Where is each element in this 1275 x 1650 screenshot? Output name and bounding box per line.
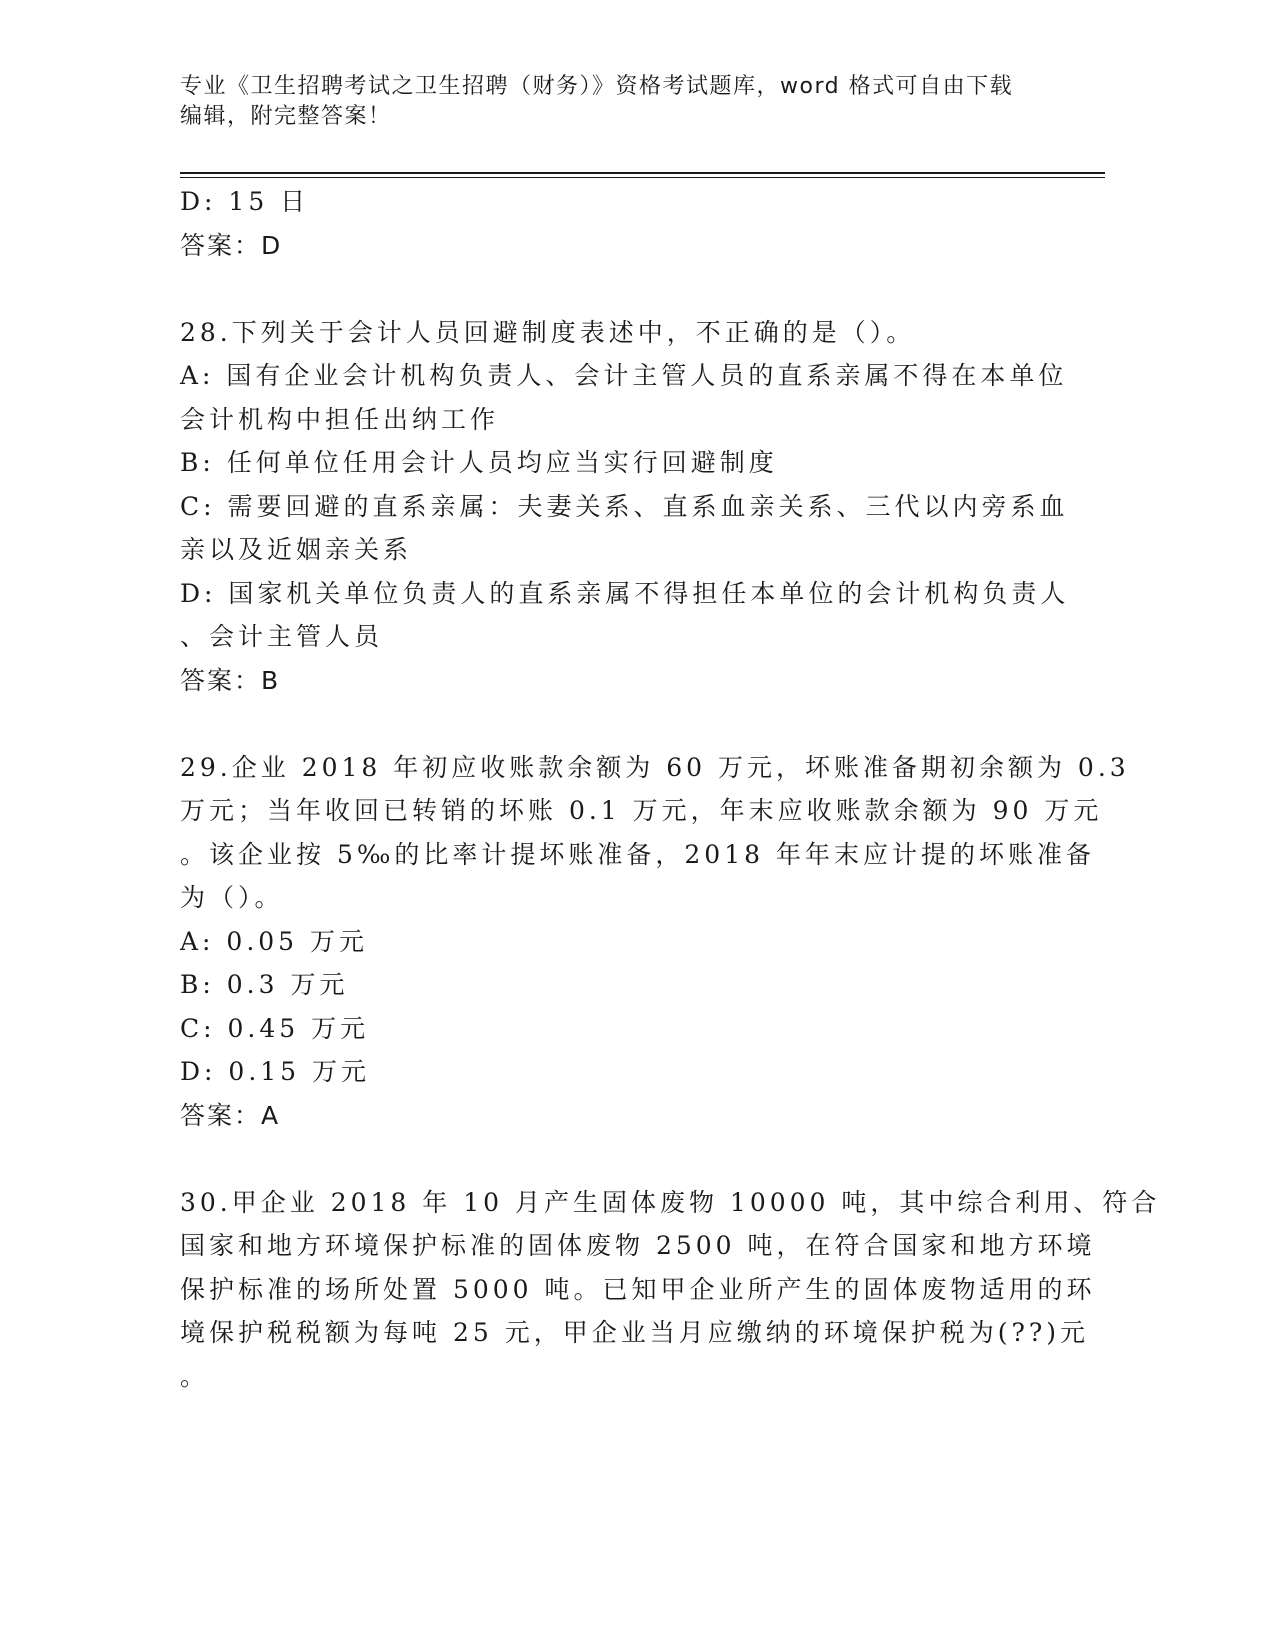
question-30 bbox=[180, 1181, 1161, 1399]
q28-option-a-line-2: 会计机构中担任出纳工作 bbox=[180, 404, 500, 434]
q28-option-c-line-2: 亲以及近姻亲关系 bbox=[180, 535, 413, 564]
document-header bbox=[180, 72, 1040, 132]
document-body bbox=[180, 180, 1161, 1398]
q29-stem-line-3: 。该企业按 5‰的比率计提坏账准备，2018 年年末应计提的坏账准备 bbox=[180, 839, 1095, 869]
q29-stem-line-1: 29.企业 2018 年初应收账款余额为 60 万元，坏账准备期初余额为 0.3 bbox=[180, 752, 1130, 782]
q30-stem-line-3: 保护标准的场所处置 5000 吨。已知甲企业所产生的固体废物适用的环 bbox=[180, 1274, 1096, 1304]
q28-answer: 答案：B bbox=[180, 665, 281, 695]
spacer bbox=[180, 267, 1030, 311]
q28-stem: 28.下列关于会计人员回避制度表述中，不正确的是（）。 bbox=[180, 317, 916, 347]
spacer bbox=[180, 702, 1030, 746]
spacer bbox=[180, 1137, 1030, 1181]
header-line-1: 专业《卫生招聘考试之卫生招聘（财务）》资格考试题库，word 格式可自由下载 bbox=[180, 74, 1014, 99]
q29-option-c: C: 0.45 万元 bbox=[180, 1013, 370, 1043]
q28-option-d-line-2: 、会计主管人员 bbox=[180, 622, 384, 651]
question-28 bbox=[180, 311, 1070, 703]
q29-option-a: A: 0.05 万元 bbox=[180, 926, 369, 956]
q28-option-d-line-1: D: 国家机关单位负责人的直系亲属不得担任本单位的会计机构负责人 bbox=[180, 578, 1070, 608]
q27-option-d: D: 15 日 bbox=[180, 187, 310, 216]
q30-stem-line-4: 境保护税税额为每吨 25 元，甲企业当月应缴纳的环境保护税为(??)元 bbox=[180, 1318, 1090, 1347]
q29-stem-line-2: 万元；当年收回已转销的坏账 0.1 万元，年末应收账款余额为 90 万元 bbox=[180, 796, 1103, 825]
q28-option-b: B: 任何单位任用会计人员均应当实行回避制度 bbox=[180, 448, 778, 477]
q29-option-d: D: 0.15 万元 bbox=[180, 1057, 371, 1086]
q30-stem-line-1: 30.甲企业 2018 年 10 月产生固体废物 10000 吨，其中综合利用、符合 bbox=[180, 1187, 1161, 1217]
q30-stem-line-5: 。 bbox=[180, 1361, 210, 1391]
question-27-tail bbox=[180, 180, 1030, 267]
q28-option-a-line-1: A: 国有企业会计机构负责人、会计主管人员的直系亲属不得在本单位 bbox=[180, 361, 1068, 390]
question-29 bbox=[180, 746, 1130, 1138]
q27-answer: 答案：D bbox=[180, 230, 283, 260]
q29-answer: 答案：A bbox=[180, 1100, 281, 1130]
q28-option-c-line-1: C: 需要回避的直系亲属：夫妻关系、直系血亲关系、三代以内旁系血 bbox=[180, 491, 1069, 521]
header-line-2: 编辑，附完整答案！ bbox=[180, 104, 392, 129]
header-divider-thin bbox=[180, 177, 1105, 178]
q29-option-b: B: 0.3 万元 bbox=[180, 970, 349, 999]
q30-stem-line-2: 国家和地方环境保护标准的固体废物 2500 吨，在符合国家和地方环境 bbox=[180, 1231, 1096, 1260]
header-divider-thick bbox=[180, 172, 1105, 174]
q29-stem-line-4: 为（）。 bbox=[180, 883, 284, 912]
